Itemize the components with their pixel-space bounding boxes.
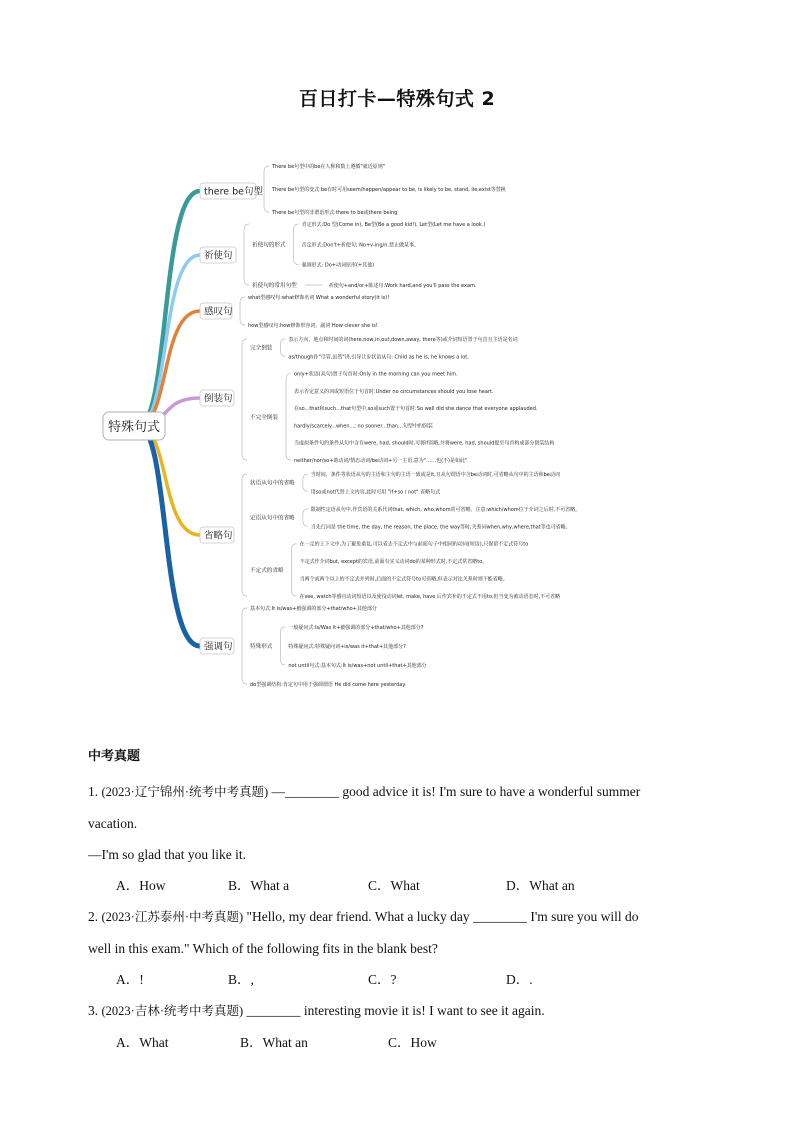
leaf-text: 当虚拟条件句的条件从句中含有were, had, should时,可将if省略,并将were, had, should提至句首构成部分倒装结构	[294, 440, 555, 447]
bracket-connector	[242, 474, 247, 596]
category-label: 祈使句	[204, 250, 233, 262]
center-node	[103, 412, 165, 440]
category-node	[200, 183, 264, 199]
question-3	[88, 995, 708, 1058]
question-source: (2023·江苏泰州·中考真题)	[101, 910, 244, 924]
subcategory-label: 祈使句的常用句型	[252, 283, 297, 289]
leaf-text: 限制性定语从句中,作宾语的关系代词that, which, who,whom常可省略。注意:which/whom位于介词之后时,不可省略。	[310, 506, 581, 513]
bracket-connector	[264, 166, 269, 212]
subcategory-label: 完全倒装	[250, 345, 273, 352]
category-label: there be句型	[204, 186, 264, 198]
options	[88, 1027, 708, 1058]
leaf-text: 用so或not代替上文内容,此时可用 "if+so / not" 省略句式	[310, 489, 441, 496]
leaf-text: 当两个或两个以上的不定式并列时,后面的不定式符号to可省略,但表示对比关系时则不能省略。	[299, 576, 508, 583]
bracket-connector	[286, 374, 291, 460]
option-b[interactable]: B．What an	[240, 1035, 308, 1050]
question-stem-cont: —I'm so glad that you like it.	[88, 847, 247, 862]
bracket-connector	[303, 474, 308, 491]
bracket-connector	[242, 608, 247, 684]
leaf-text: 肯定形式:Do 型(Come in), Be型(Be a good kid!), Let型(Let me have a look.)	[301, 222, 486, 228]
option-b[interactable]: B．,	[228, 972, 254, 987]
subcategory-label: 状语从句中的省略	[250, 480, 295, 487]
page-title: 百日打卡—特殊句式 2	[298, 88, 496, 110]
question-stem: "Hello, my dear friend. What a lucky day ________ I'm sure you will do	[246, 909, 639, 924]
leaf-text: not until句式:基本句式:It is/was+not until+that+其他部分	[288, 663, 427, 669]
question-source: (2023·吉林·统考中考真题)	[101, 1004, 244, 1018]
leaf-text: 在so...that和such...that句型中,so或such置于句首时:So well did she dance that everyone applauded.	[294, 406, 538, 413]
question-number: 2.	[88, 909, 99, 924]
question-stem-cont: vacation.	[88, 816, 138, 831]
category-node	[200, 527, 234, 543]
leaf-text: 基本句式:It is/was+被强调的部分+that/who+其他部分	[250, 606, 377, 612]
leaf-text: 否定形式:Don't+祈使句; No+v-ing/n.禁止做某事。	[301, 242, 419, 249]
subcategory-label: 祈使句的形式	[252, 242, 286, 249]
bracket-connector	[240, 297, 245, 325]
questions-section	[88, 745, 708, 1058]
subcategory-label: 不完全倒装	[250, 414, 278, 421]
bracket-connector	[244, 224, 249, 285]
category-node	[200, 303, 233, 319]
option-a[interactable]: A．How	[116, 878, 166, 893]
leaf-text: There be句型中的be在人称和数上遵循"就近原则"	[272, 164, 386, 170]
leaf-text: 不定式作介词but, except的宾语,前面有实义动词do的某种形式时,不定式常省略to。	[299, 559, 488, 566]
leaf-text: 在一定的上下文中,为了避免重复,可以省去不定式中与前面句子中相同的动词(短语),只保留不定式符号to	[299, 541, 529, 548]
leaf-text: hardly/scarcely...when...; no sooner...than...句型中的倒装	[294, 423, 433, 430]
option-b[interactable]: B．What a	[228, 878, 290, 893]
leaf-text: 当时间、条件等状语从句的主语和主句的主语一致或是it,且从句谓语中含be动词时,可省略从句中的主语和be动词	[310, 472, 560, 478]
option-c[interactable]: C．?	[368, 972, 397, 987]
option-c[interactable]: C．What	[368, 878, 420, 893]
leaf-text: only+状语(从句)置于句首时:Only in the morning can you meet him.	[294, 371, 458, 378]
option-a[interactable]: A．!	[116, 972, 144, 987]
bracket-connector	[280, 627, 285, 665]
section-heading: 中考真题	[88, 749, 141, 764]
leaf-text: what型感叹句:what修饰名词 What a wonderful story(it is)!	[248, 295, 390, 301]
option-a[interactable]: A．What	[116, 1035, 169, 1050]
leaf-text: There be句型的非谓语形式:there to be或there being	[272, 210, 398, 216]
category-node	[200, 247, 236, 263]
branch-connector	[138, 191, 200, 426]
options	[88, 964, 708, 995]
leaf-text: 特殊疑问式:特殊疑问词+is/was it+that+其他部分?	[288, 644, 406, 650]
option-c[interactable]: C．How	[388, 1035, 437, 1050]
category-node	[200, 638, 234, 654]
question-stem-cont: well in this exam." Which of the following fits in the blank best?	[88, 941, 438, 956]
category-node	[200, 390, 234, 406]
leaf-text: There be句型的变式:be有时可用seem/happen/appear to be, is likely to be, stand, lie,exist等替换	[272, 187, 506, 193]
leaf-text: 表示否定意义的词或短语位于句首时:Under no circumstances should you lose heart.	[294, 388, 494, 395]
branch-connector	[138, 426, 200, 535]
subcategory-label: 特殊形式	[250, 644, 273, 650]
leaf-text: 在see, watch等感官动词短语以及使役动词let, make, have 后作宾补的不定式不用to,但当变为被动语态时,不可省略	[299, 594, 561, 600]
subcategory-label: 定语从句中的省略	[250, 515, 295, 522]
leaf-text: how型感叹句:how修饰形容词、副词 How clever she is!	[248, 323, 378, 329]
leaf-text: 强调形式: Do+动词原形(+其他)	[301, 262, 375, 269]
question-2	[88, 901, 708, 995]
question-stem: ________ interesting movie it is! I want to see it again.	[246, 1003, 545, 1018]
bracket-connector	[242, 339, 247, 460]
bracket-connector	[303, 509, 308, 526]
bracket-connector	[280, 339, 285, 356]
question-number: 1.	[88, 784, 99, 799]
leaf-text: do型强调结构:肯定句中用于强调谓语 He did come here yesterday.	[250, 682, 407, 688]
question-stem: —________ good advice it is! I'm sure to have a wonderful summer	[271, 784, 641, 799]
subcategory-label: 不定式的省略	[250, 567, 284, 574]
question-number: 3.	[88, 1003, 99, 1018]
question-1	[88, 776, 708, 901]
leaf-text: 祈使句+and/or+陈述句:Work hard,and you'll pass the exam.	[328, 283, 477, 289]
branch-connector	[138, 426, 200, 646]
question-source: (2023·辽宁锦州·统考中考真题)	[101, 785, 269, 799]
leaf-text: as/though作"尽管,虽然"讲,引导让步状语从句: Child as he is, he knows a lot.	[288, 354, 469, 361]
leaf-text: 当先行词是 the time, the day, the reason, the place, the way等时,关系词when,why,where,that等也可省略。	[310, 524, 571, 531]
options	[88, 870, 708, 901]
center-label: 特殊句式	[107, 420, 161, 435]
leaf-text: 一般疑问式:Is/Was it+被强调的部分+that/who+其他部分?	[288, 625, 424, 631]
option-d[interactable]: D．.	[506, 972, 533, 987]
category-label: 省略句	[204, 530, 233, 542]
bracket-connector	[292, 544, 297, 596]
category-label: 感叹句	[204, 306, 233, 318]
leaf-text: neither/nor/so+助动词/情态动词/be动词+另一主语,意为"……也(不)是如此"	[294, 458, 468, 464]
category-label: 强调句	[204, 641, 233, 653]
option-d[interactable]: D．What an	[506, 878, 575, 893]
bracket-connector	[294, 224, 299, 265]
category-label: 倒装句	[204, 393, 233, 405]
leaf-text: 表示方向、地点和时间的词(here,now,in,out,down,away, there等)或介词短语置于句首且主语是名词	[288, 337, 518, 343]
